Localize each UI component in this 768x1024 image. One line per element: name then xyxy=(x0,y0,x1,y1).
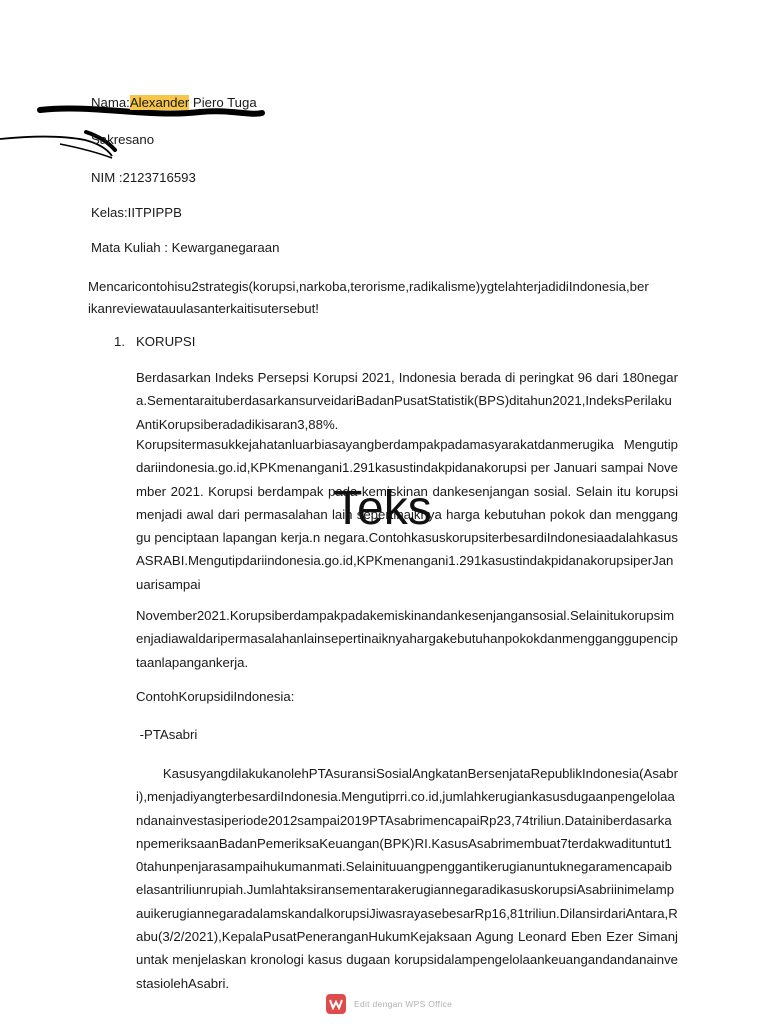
wps-watermark: Edit dengan WPS Office xyxy=(326,994,452,1014)
name-highlight: Alexander xyxy=(129,95,190,110)
assignment-question: Mencaricontohisu2strategis(korupsi,narkoba,terorisme,radikalisme)ygtelahterjadidiIndonesia,ber ikanreviewatauulasanterkaitisutersebut! xyxy=(88,279,649,316)
overlay-text: Teks xyxy=(333,482,432,535)
section-number: 1. xyxy=(114,334,125,349)
section-title: KORUPSI xyxy=(136,334,196,349)
paragraph-1: Berdasarkan Indeks Persepsi Korupsi 2021, Indonesia berada di peringkat 96 dari 180negara.SementaraituberdasarkansurveidariBadanPusatStatistik(BPS)ditahun2021,IndeksPerilakuAntiKorupsiberadadikisaran3,88%. xyxy=(136,370,678,432)
wps-logo-icon xyxy=(326,994,346,1014)
nim: NIM :2123716593 xyxy=(91,170,196,185)
paragraph-5: -PTAsabri xyxy=(136,727,198,742)
second-name: Sakresano xyxy=(91,132,155,147)
paragraph-4: ContohKorupsidiIndonesia: xyxy=(136,689,295,704)
paragraph-3: November2021.Korupsiberdampakpadakemiskinandankesenjangansosial.Selainitukorupsimenjadiawaldaripermasalahanlainsepertinaiknyahargakebutuhanpokokdanmengganggupenciptaanlapangankerja. xyxy=(136,608,678,670)
paragraph-6: KasusyangdilakukanolehPTAsuransiSosialAngkatanBersenjataRepublikIndonesia(Asabri),menjadiyangterbesardiIndonesia.Mengutiprri.co.id,jumlahkerugiankasusdugaanpengelolaandanainvestasiperiode2012sampai2019PTAsabrimencapaiRp23,74triliun.DatainiberdasarkanpemeriksaanBadanPemeriksaKeuangan(BPK)RI.KasusAsabrimembuat7terdakwadituntut10tahunpenjarasampaihukumanmati.Selainituuangpenggantikerugianuntuknegaramencapaibelasantriliunrupiah.JumlahtaksiransementarakerugiannegaradikasuskorupsiAsabriinimelampauikerugiannegaradalamskandalkorupsiJiwasrayasebesarRp16,81triliun.DilansirdariAntara,Rabu(3/2/2021),KepalaPusatPeneranganHukumKejaksaan Agung Leonard Eben Ezer Simanjuntak menjelaskan kronologi kasus dugaan korupsidalampengelolaankeuangandandanainvestasiolehAsabri. xyxy=(136,766,678,991)
mata-kuliah: Mata Kuliah : Kewarganegaraan xyxy=(91,240,280,255)
paragraph-2: Korupsitermasukkejahatanluarbiasayangberdampakpadamasyarakatdanmerugika Mengutipdariindonesia.go.id,KPKmenangani1.291kasustindakpidanakorupsi per Januari sampai November 2021. Korupsi berdampak pada kemiskinan dankesenjangan sosial. Selain itu korupsi menjadi awal dari permasalahan lain sepertinaiknya harga kebutuhan pokok dan mengganggu penciptaan lapangan kerja.n negara.ContohkasuskorupsiterbesardiIndonesiaadalahkasusASRABI.Mengutipdariindonesia.go.id,KPKmenangani1.291kasustindakpidanakorupsiperJanuarisampai xyxy=(136,437,678,592)
kelas: Kelas:IITPIPPB xyxy=(91,205,182,220)
student-name: Nama:Alexander Piero Tuga xyxy=(91,95,257,110)
